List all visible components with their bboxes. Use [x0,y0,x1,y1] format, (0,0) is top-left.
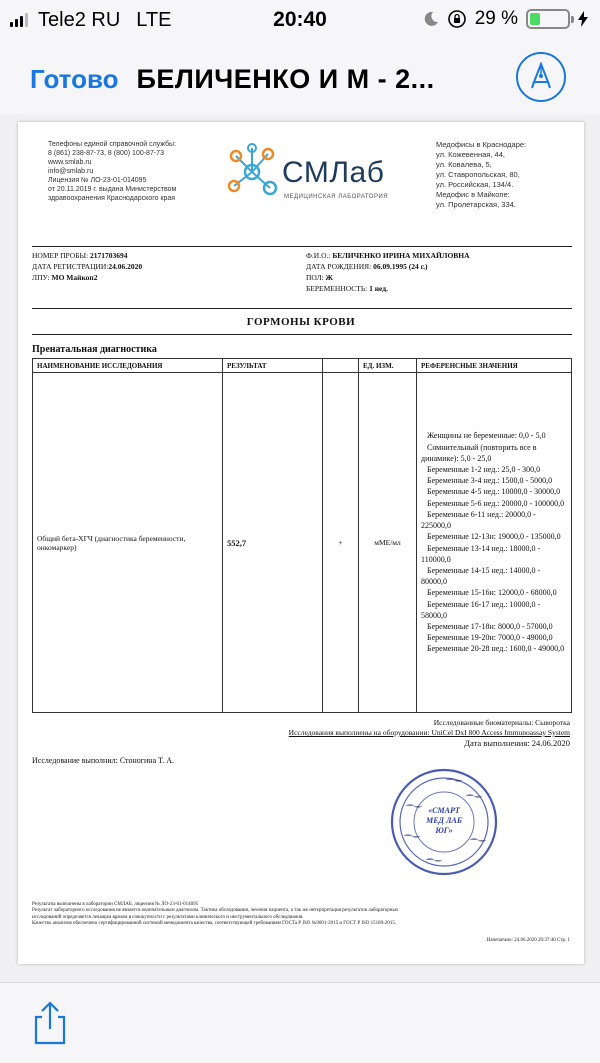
pregnancy: БЕРЕМЕННОСТЬ: 1 нед. [306,284,388,293]
status-time: 20:40 [273,8,327,31]
list-item: Беременные 13-14 нед.: 18000,0 - 110000,0 [421,543,541,564]
signal-strength-icon [10,13,28,27]
moon-icon [423,11,439,27]
section-title: ГОРМОНЫ КРОВИ [246,316,356,328]
footer-line: Качество анализов обеспечено сертифицированной системой менеджмента качества, соответствующей требованиям ГОСТа Р ISO №9001-2015 и ГОСТ Р ISO 15189-2015. [32,921,397,927]
list-item: Беременные 15-16н: 12000,0 - 68000,0 [427,588,557,598]
header-left-line: Лицензия № ЛО-23-01-014095 [48,177,147,184]
sample-info [32,250,142,283]
list-item: Сомнительный (повторить все в динамике): 5,0 - 25,0 [421,442,537,463]
share-button[interactable] [30,1001,70,1045]
biomaterials: Исследованные биоматериалы: Сыворотка [433,718,570,727]
lab-stamp [386,766,502,878]
header-left-line: www.smlab.ru [48,159,92,166]
status-left [10,9,210,32]
status-bar [0,0,600,40]
done-button[interactable]: Готово [30,63,119,94]
registration-date: ДАТА РЕГИСТРАЦИИ:24.06.2020 [32,262,143,271]
patient-info [306,250,470,294]
markup-button[interactable] [516,52,566,102]
footer-line: исследований определяется лечащим врачом в совокупности с результатами клинического и инструментального обследования. [32,914,304,920]
test-result: 552,7 [223,373,323,713]
col-header-reference: РЕФЕРЕНСНЫЕ ЗНАЧЕНИЯ [417,359,572,373]
list-item: Беременные 5-6 нед.: 20000,0 - 100000,0 [427,498,565,508]
date-completed: Дата выполнения: 24.06.2020 [464,738,570,748]
document-page [18,122,584,964]
header-right-line: ул. Ставропольская, 80, [436,170,520,179]
header-right-line: ул. Кожевенная, 44, [436,150,505,159]
header-left-line: от 20.11.2019 г. выдана Министерством [48,186,177,193]
header-right-line: Медофисы в Краснодаре: [436,140,527,149]
battery-icon [526,9,570,29]
header-left-line: здравоохранения Краснодарского края [48,195,176,202]
header-right-line: ул. Пролетарская, 334. [436,200,516,209]
list-item: Беременные 14-15 нед.: 14000,0 - 80000,0 [421,565,541,587]
col-header-result: РЕЗУЛЬТАТ [223,359,323,373]
col-header-unit: ЕД. ИЗМ. [359,359,417,373]
result-flag: + [323,373,359,713]
status-right [423,8,588,30]
equipment: Исследования выполнены на оборудовании: UniCel DxI 800 Access Immunoassay System [288,728,570,737]
header-right-line: ул. Ковалева, 5, [436,160,492,169]
footer-line: Результаты выполнены в лаборатории СМЛАБ, лицензия № ЛО-23-01-014095 [32,902,199,907]
printed-at: Напечатано: 24.06.2020 20:37:40 Стр. 1 [486,938,570,943]
test-unit: мМЕ/мл [359,373,417,713]
footer-disclaimer [32,902,572,928]
header-right-line: ул. Российская, 134/4. [436,180,514,189]
header-offices [436,140,576,210]
patient-name: Ф.И.О.: БЕЛИЧЕНКО ИРИНА МИХАЙЛОВНА [306,251,470,260]
battery-fill [530,13,540,25]
molecule-logo-icon [224,142,280,202]
clinic: ЛПУ: МО Майкоп2 [32,273,98,282]
subsection-title: Пренатальная диагностика [32,344,157,355]
list-item: Женщины не беременные: 0,0 - 5,0 [427,431,546,441]
test-name: Общий бета-ХГЧ (диагностика беременности, онкомаркер) [33,373,223,713]
stamp-text: «СМАРТ МЕД ЛАБ ЮГ» [426,806,462,835]
nav-bar [0,44,600,114]
results-table [32,358,572,713]
list-item: Беременные 19-20н: 7000,0 - 49000,0 [427,633,553,643]
network-type: LTE [136,8,172,31]
list-item: Беременные 6-11 нед.: 20000,0 - 225000,0 [421,509,536,531]
bottom-toolbar [0,982,600,1063]
orientation-lock-icon [447,9,467,29]
reference-list [421,430,567,654]
sex: ПОЛ: Ж [306,273,333,282]
markup-pen-icon [528,62,554,92]
divider [32,308,572,309]
share-icon [30,1001,70,1045]
logo-text: СМЛаб [282,156,385,189]
divider [32,334,572,335]
list-item: Беременные 17-18н: 8000,0 - 57000,0 [427,621,553,631]
list-item: Беременные 20-28 нед.: 1600,0 - 49000,0 [427,644,565,654]
list-item: Беременные 16-17 нед.: 10000,0 - 58000,0 [421,599,541,620]
battery-percent: 29 % [474,8,518,29]
header-left-line: 8 (861) 238-87-73, 8 (800) 100-87-73 [48,150,164,157]
reference-values [417,373,572,713]
header-contacts [48,140,208,203]
list-item: Беременные 1-2 нед.: 25,0 - 300,0 [427,465,541,475]
table-header-row [33,359,572,373]
document-title: БЕЛИЧЕНКО И М - 2... [136,63,435,94]
executed-by: Исследование выполнил: Стоногина Т. А. [32,756,174,765]
sample-number: НОМЕР ПРОБЫ: 2171703694 [32,251,128,260]
header-left-line: Телефоны единой справочной службы: [48,141,176,148]
col-header-flag [323,359,359,373]
logo-subtitle: МЕДИЦИНСКАЯ ЛАБОРАТОРИЯ [284,194,389,200]
header-left-line: info@smlab.ru [48,168,94,175]
carrier-name: Tele2 RU [38,8,121,31]
list-item: Беременные 3-4 нед.: 1500,0 - 5000,0 [427,476,553,486]
col-header-name: НАИМЕНОВАНИЕ ИССЛЕДОВАНИЯ [33,359,223,373]
birth-date: ДАТА РОЖДЕНИЯ: 06.09.1995 (24 г.) [306,262,428,271]
divider [32,246,572,247]
header-right-line: Медофис в Майкопе: [436,190,510,199]
charging-icon [578,11,588,27]
lab-logo [224,142,414,208]
document-viewer[interactable] [0,114,600,982]
table-row [33,373,572,713]
footer-line: Результат лабораторного исследования не является окончательным диагнозом. Тактика обследования, лечения пациента, а так же интерпретация результатов лабораторных [32,908,399,914]
list-item: Беременные 12-13н: 19000,0 - 135000,0 [427,532,561,542]
list-item: Беременные 4-5 нед.: 10000,0 - 30000,0 [427,487,561,497]
